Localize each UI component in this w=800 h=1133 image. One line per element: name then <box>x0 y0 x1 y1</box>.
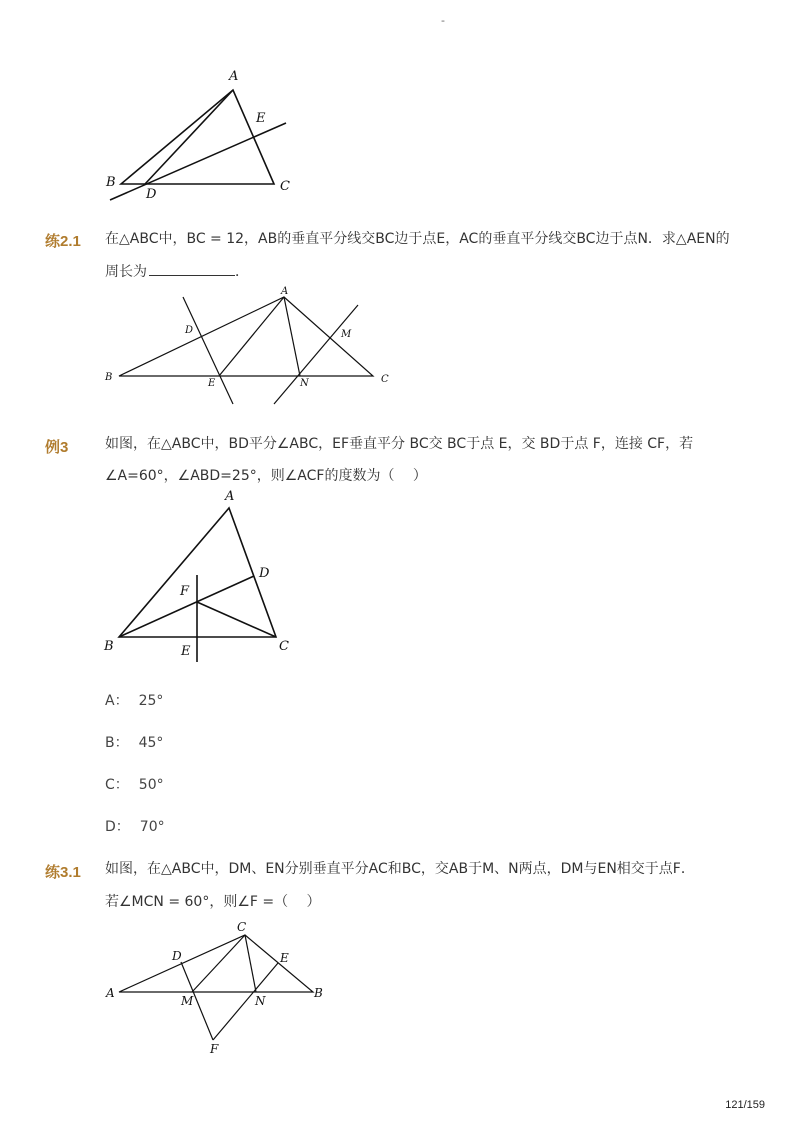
ex-3-1-line-2: 若∠MCN = 60°，则∠F =（ ） <box>105 894 321 910</box>
label-n-4: N <box>255 994 266 1008</box>
ex-3-line-1: 如图，在△ABC中，BD平分∠ABC，EF垂直平分 BC交 BC于点 E，交 BD于点 F，连接 CF，若 <box>105 436 694 452</box>
label-a: A <box>229 69 239 84</box>
label-c-3: C <box>279 639 289 654</box>
label-d-3: D <box>259 566 270 581</box>
tag-ex-2-1: 练2.1 <box>45 233 81 250</box>
label-b-3: B <box>104 639 114 654</box>
tag-ex-3: 例3 <box>45 439 69 456</box>
option-b-letter: B： <box>105 735 129 751</box>
ex-2-1-prefix: 周长为 <box>105 264 147 280</box>
option-c-value: 50° <box>138 777 164 793</box>
segment-ef <box>213 963 278 1040</box>
option-a-letter: A： <box>105 693 129 709</box>
option-b-value: 45° <box>138 735 164 751</box>
option-a-value: 25° <box>138 693 164 709</box>
ex-2-1-line-1: 在△ABC中，BC = 12，AB的垂直平分线交BC边于点E，AC的垂直平分线交BC边于点N．求△AEN的 <box>105 231 730 247</box>
label-c: C <box>280 179 290 194</box>
label-a-4: A <box>106 986 115 1000</box>
label-a-3: A <box>225 489 235 504</box>
header-mark: - <box>441 14 445 27</box>
label-e-4: E <box>280 951 289 965</box>
label-c-2: C <box>381 374 389 385</box>
label-b: B <box>106 175 116 190</box>
option-d-letter: D： <box>105 819 130 835</box>
ex-3-1-line-1: 如图，在△ABC中，DM、EN分别垂直平分AC和BC，交AB于M、N两点，DM与EN相交于点F． <box>105 861 695 877</box>
label-m-4: M <box>181 994 194 1008</box>
tag-ex-3-1: 练3.1 <box>45 864 81 881</box>
ex-3-line-2: ∠A=60°，∠ABD=25°，则∠ACF的度数为（ ） <box>105 468 427 484</box>
label-f-3: F <box>180 584 190 599</box>
label-e-2: E <box>208 378 216 389</box>
label-m-2: M <box>341 329 352 340</box>
option-c-letter: C： <box>105 777 129 793</box>
label-c-4: C <box>237 920 247 934</box>
label-d: D <box>146 187 157 202</box>
label-b-2: B <box>105 372 113 383</box>
label-d-4: D <box>172 949 182 963</box>
label-d-2: D <box>185 325 194 336</box>
label-a-2: A <box>281 286 289 297</box>
option-d-value: 70° <box>139 819 165 835</box>
label-e-3: E <box>181 644 191 659</box>
ex-2-1-suffix: ． <box>235 264 249 280</box>
label-e: E <box>256 111 266 126</box>
segment-cm <box>192 935 245 992</box>
page-number: 121/159 <box>725 1099 765 1111</box>
label-b-4: B <box>314 986 323 1000</box>
label-f-4: F <box>210 1042 219 1056</box>
label-n-2: N <box>300 378 309 389</box>
